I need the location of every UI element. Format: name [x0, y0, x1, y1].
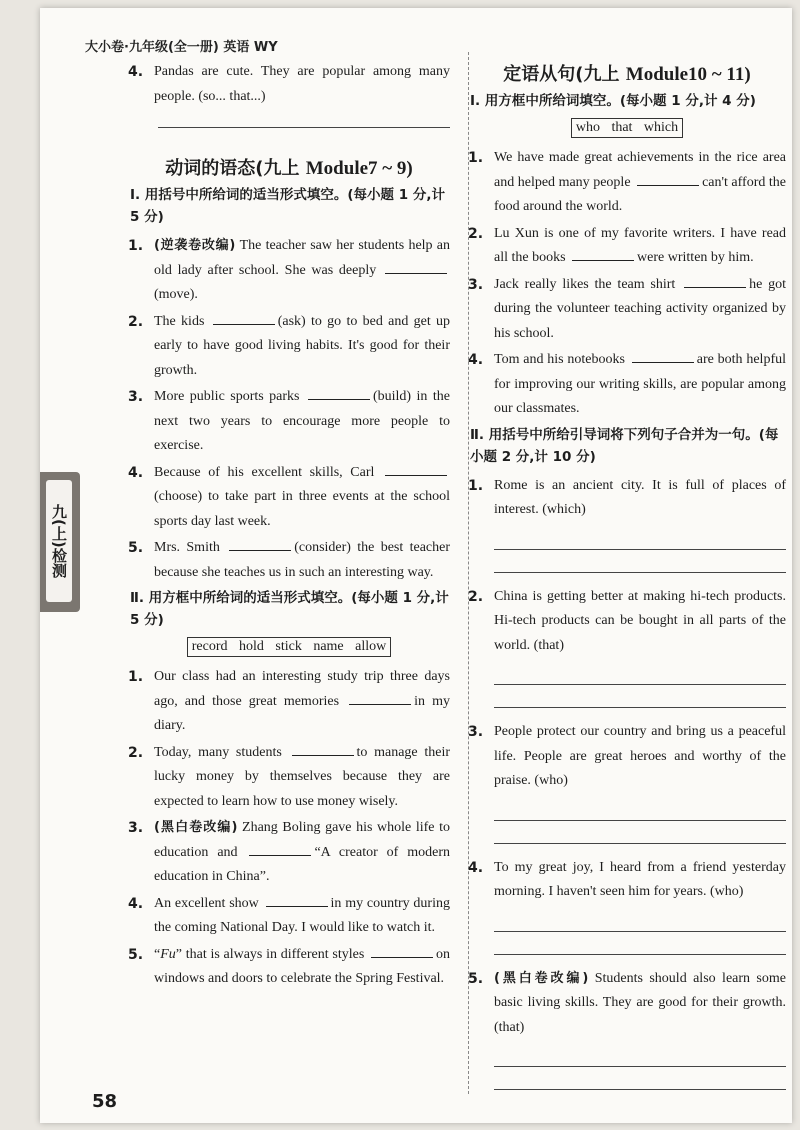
instruction-part2: Ⅱ. 用括号中所给引导词将下列句子合并为一句。(每小题 2 分,计 10 分): [470, 426, 779, 465]
question-text: Students should also learn some basic living skills. They are good for their growth. (that): [494, 970, 786, 1035]
question-3: [468, 720, 786, 794]
answer-blank[interactable]: [385, 461, 447, 476]
question-text-after: (consider) the best teacher because she teaches us in such an interesting way.: [154, 540, 451, 580]
question-text-after: (ask) to go to bed and get up early to have good living habits. It's good for their growth.: [154, 313, 451, 378]
question-text: Jack really likes the team shirt: [494, 276, 676, 292]
worksheet-page: [40, 8, 792, 1123]
answer-line[interactable]: [494, 954, 786, 955]
question-text-after: “A creator of modern education in China”.: [154, 844, 450, 884]
question-1: [128, 665, 450, 739]
answer-line[interactable]: [494, 684, 786, 685]
question-text: To my great joy, I heard from a friend yesterday morning. I haven't seen him for years. (who): [494, 859, 786, 899]
question-text: ” that is always in different styles: [175, 946, 365, 962]
question-number: 3.: [468, 724, 484, 740]
question-text: Because of his excellent skills, Carl: [154, 464, 375, 480]
question-number: 4.: [128, 464, 144, 481]
question-4-combine: [128, 60, 450, 109]
question-text-after: (choose) to take part in three events at the school sports day last week.: [154, 489, 450, 529]
source-tag: (逆袭卷改编): [154, 238, 236, 253]
answer-blank[interactable]: [292, 741, 354, 756]
right-column: [468, 60, 786, 1090]
page-number: 58: [92, 1091, 118, 1112]
question-number: 3.: [468, 276, 484, 293]
question-5: [128, 943, 450, 992]
answer-line[interactable]: [494, 843, 786, 844]
side-tab-label: 九(上)检测: [46, 480, 72, 602]
question-text: The teacher saw her students help an old lady after school. She was deeply: [154, 238, 451, 278]
question-text-after: in my diary.: [154, 693, 450, 733]
question-3: [468, 273, 786, 347]
question-number: 4.: [468, 859, 484, 876]
answer-blank[interactable]: [684, 273, 746, 288]
question-text-after: were written by him.: [637, 250, 754, 265]
word-box: who that which: [571, 118, 683, 138]
question-text: People protect our country and bring us a peaceful life. People are great heroes and worthy of the praise. (who): [494, 724, 786, 788]
instruction-part2: Ⅱ. 用方框中所给词的适当形式填空。(每小题 1 分,计 5 分): [130, 590, 449, 628]
question-text-after: in my country during the coming National Day. I would like to watch it.: [154, 895, 450, 935]
question-text: More public sports parks: [154, 389, 300, 404]
question-4: [128, 892, 450, 941]
question-1: [468, 474, 786, 523]
question-number: 5.: [468, 970, 484, 987]
section-title-text: 定语从句(九上: [503, 64, 626, 85]
answer-blank[interactable]: [632, 348, 694, 363]
question-text-after: (build) in the next two years to encourage more people to exercise.: [154, 389, 450, 453]
question-number: 1.: [128, 238, 144, 254]
answer-line[interactable]: [494, 820, 786, 821]
question-number: 2.: [468, 225, 484, 242]
question-number: 2.: [468, 588, 484, 605]
answer-blank[interactable]: [349, 690, 411, 705]
question-text: We have made great achievements in the rice area and helped many people: [494, 150, 786, 190]
question-text-after: are both helpful for improving our writing skills, are popular among our classmates.: [494, 352, 786, 416]
question-number: 4.: [468, 352, 484, 368]
quote-open: “: [154, 946, 161, 962]
word-box: record hold stick name allow: [187, 637, 392, 657]
question-text: Our class had an interesting study trip three days ago, and those great memories: [154, 669, 450, 709]
source-tag: (黑白卷改编): [494, 970, 589, 986]
instruction-part1: Ⅰ. 用方框中所给词填空。(每小题 1 分,计 4 分): [470, 93, 756, 109]
question-2: [128, 741, 450, 815]
question-number: 5.: [128, 540, 144, 556]
question-number: 2.: [128, 313, 144, 330]
question-text: Zhang Boling gave his whole life to education and: [154, 820, 450, 860]
question-text: Tom and his notebooks: [494, 352, 625, 367]
answer-blank[interactable]: [308, 385, 370, 400]
answer-blank[interactable]: [572, 246, 634, 261]
answer-blank[interactable]: [249, 841, 311, 856]
question-number: 3.: [128, 820, 144, 836]
side-tab: [40, 472, 80, 612]
answer-blank[interactable]: [385, 259, 447, 274]
answer-blank[interactable]: [371, 943, 433, 958]
answer-blank[interactable]: [637, 171, 699, 186]
instruction-part1: Ⅰ. 用括号中所给词的适当形式填空。(每小题 1 分,计 5 分): [130, 187, 445, 225]
answer-line[interactable]: [494, 572, 786, 573]
answer-line[interactable]: [494, 549, 786, 550]
question-5: [128, 536, 450, 585]
answer-line[interactable]: [494, 1089, 786, 1090]
section-title-text: 动词的语态(九上: [165, 158, 306, 179]
question-text: Lu Xun is one of my favorite writers. I have read all the books: [494, 225, 786, 265]
question-text-after: on windows and doors to celebrate the Spring Festival.: [154, 946, 451, 986]
fu-word: Fu: [160, 946, 176, 962]
question-number: 1.: [468, 477, 484, 494]
question-number: 1.: [468, 150, 484, 166]
answer-line[interactable]: [158, 127, 450, 128]
answer-line[interactable]: [494, 707, 786, 708]
question-1: [128, 234, 450, 308]
question-text-after: can't afford the food around the world.: [494, 174, 787, 214]
left-column: [128, 60, 450, 994]
section-title-voice: [128, 154, 450, 180]
question-3: [128, 816, 450, 890]
question-5: [468, 967, 786, 1041]
source-tag: (黑白卷改编): [154, 820, 238, 835]
section-title-module: Module10 ~ 11): [625, 64, 751, 85]
question-text: Rome is an ancient city. It is full of places of interest. (which): [494, 477, 786, 517]
question-number: 1.: [128, 669, 144, 685]
book-header: 大小卷·九年级(全一册) 英语 WY: [85, 40, 278, 55]
question-4: [128, 461, 450, 535]
question-text-after: he got during the volunteer teaching activity organized by his school.: [494, 276, 787, 341]
question-4: [468, 348, 786, 422]
question-1: [468, 146, 786, 220]
question-3: [128, 385, 450, 459]
question-number: 5.: [128, 946, 144, 963]
question-text: Pandas are cute. They are popular among many people. (so... that...): [154, 64, 450, 104]
question-2: [128, 310, 450, 384]
question-number: 3.: [128, 389, 144, 405]
question-text: China is getting better at making hi-tech products. Hi-tech products can be bought in all parts of the world. (that): [494, 588, 786, 653]
word-box-container: [468, 118, 786, 138]
section-title-module: Module7 ~ 9): [305, 158, 413, 179]
answer-blank[interactable]: [266, 892, 328, 907]
question-text-after: (move).: [154, 287, 198, 302]
word-box-container: [128, 637, 450, 657]
question-2: [468, 222, 786, 271]
section-title-attributive: [468, 60, 786, 86]
question-number: 4.: [128, 895, 144, 912]
question-text: Today, many students: [154, 744, 282, 760]
question-text: Mrs. Smith: [154, 540, 220, 555]
answer-blank[interactable]: [213, 310, 275, 325]
answer-blank[interactable]: [229, 536, 291, 551]
question-4: [468, 856, 786, 905]
answer-line[interactable]: [494, 931, 786, 932]
question-text-after: to manage their lucky money by themselves because they are expected to learn how to use money wisely.: [154, 744, 451, 809]
question-number: 2.: [128, 744, 144, 761]
question-number: 4.: [128, 64, 144, 80]
answer-line[interactable]: [494, 1066, 786, 1067]
question-text: The kids: [154, 313, 205, 329]
question-2: [468, 585, 786, 659]
question-text: An excellent show: [154, 895, 259, 911]
